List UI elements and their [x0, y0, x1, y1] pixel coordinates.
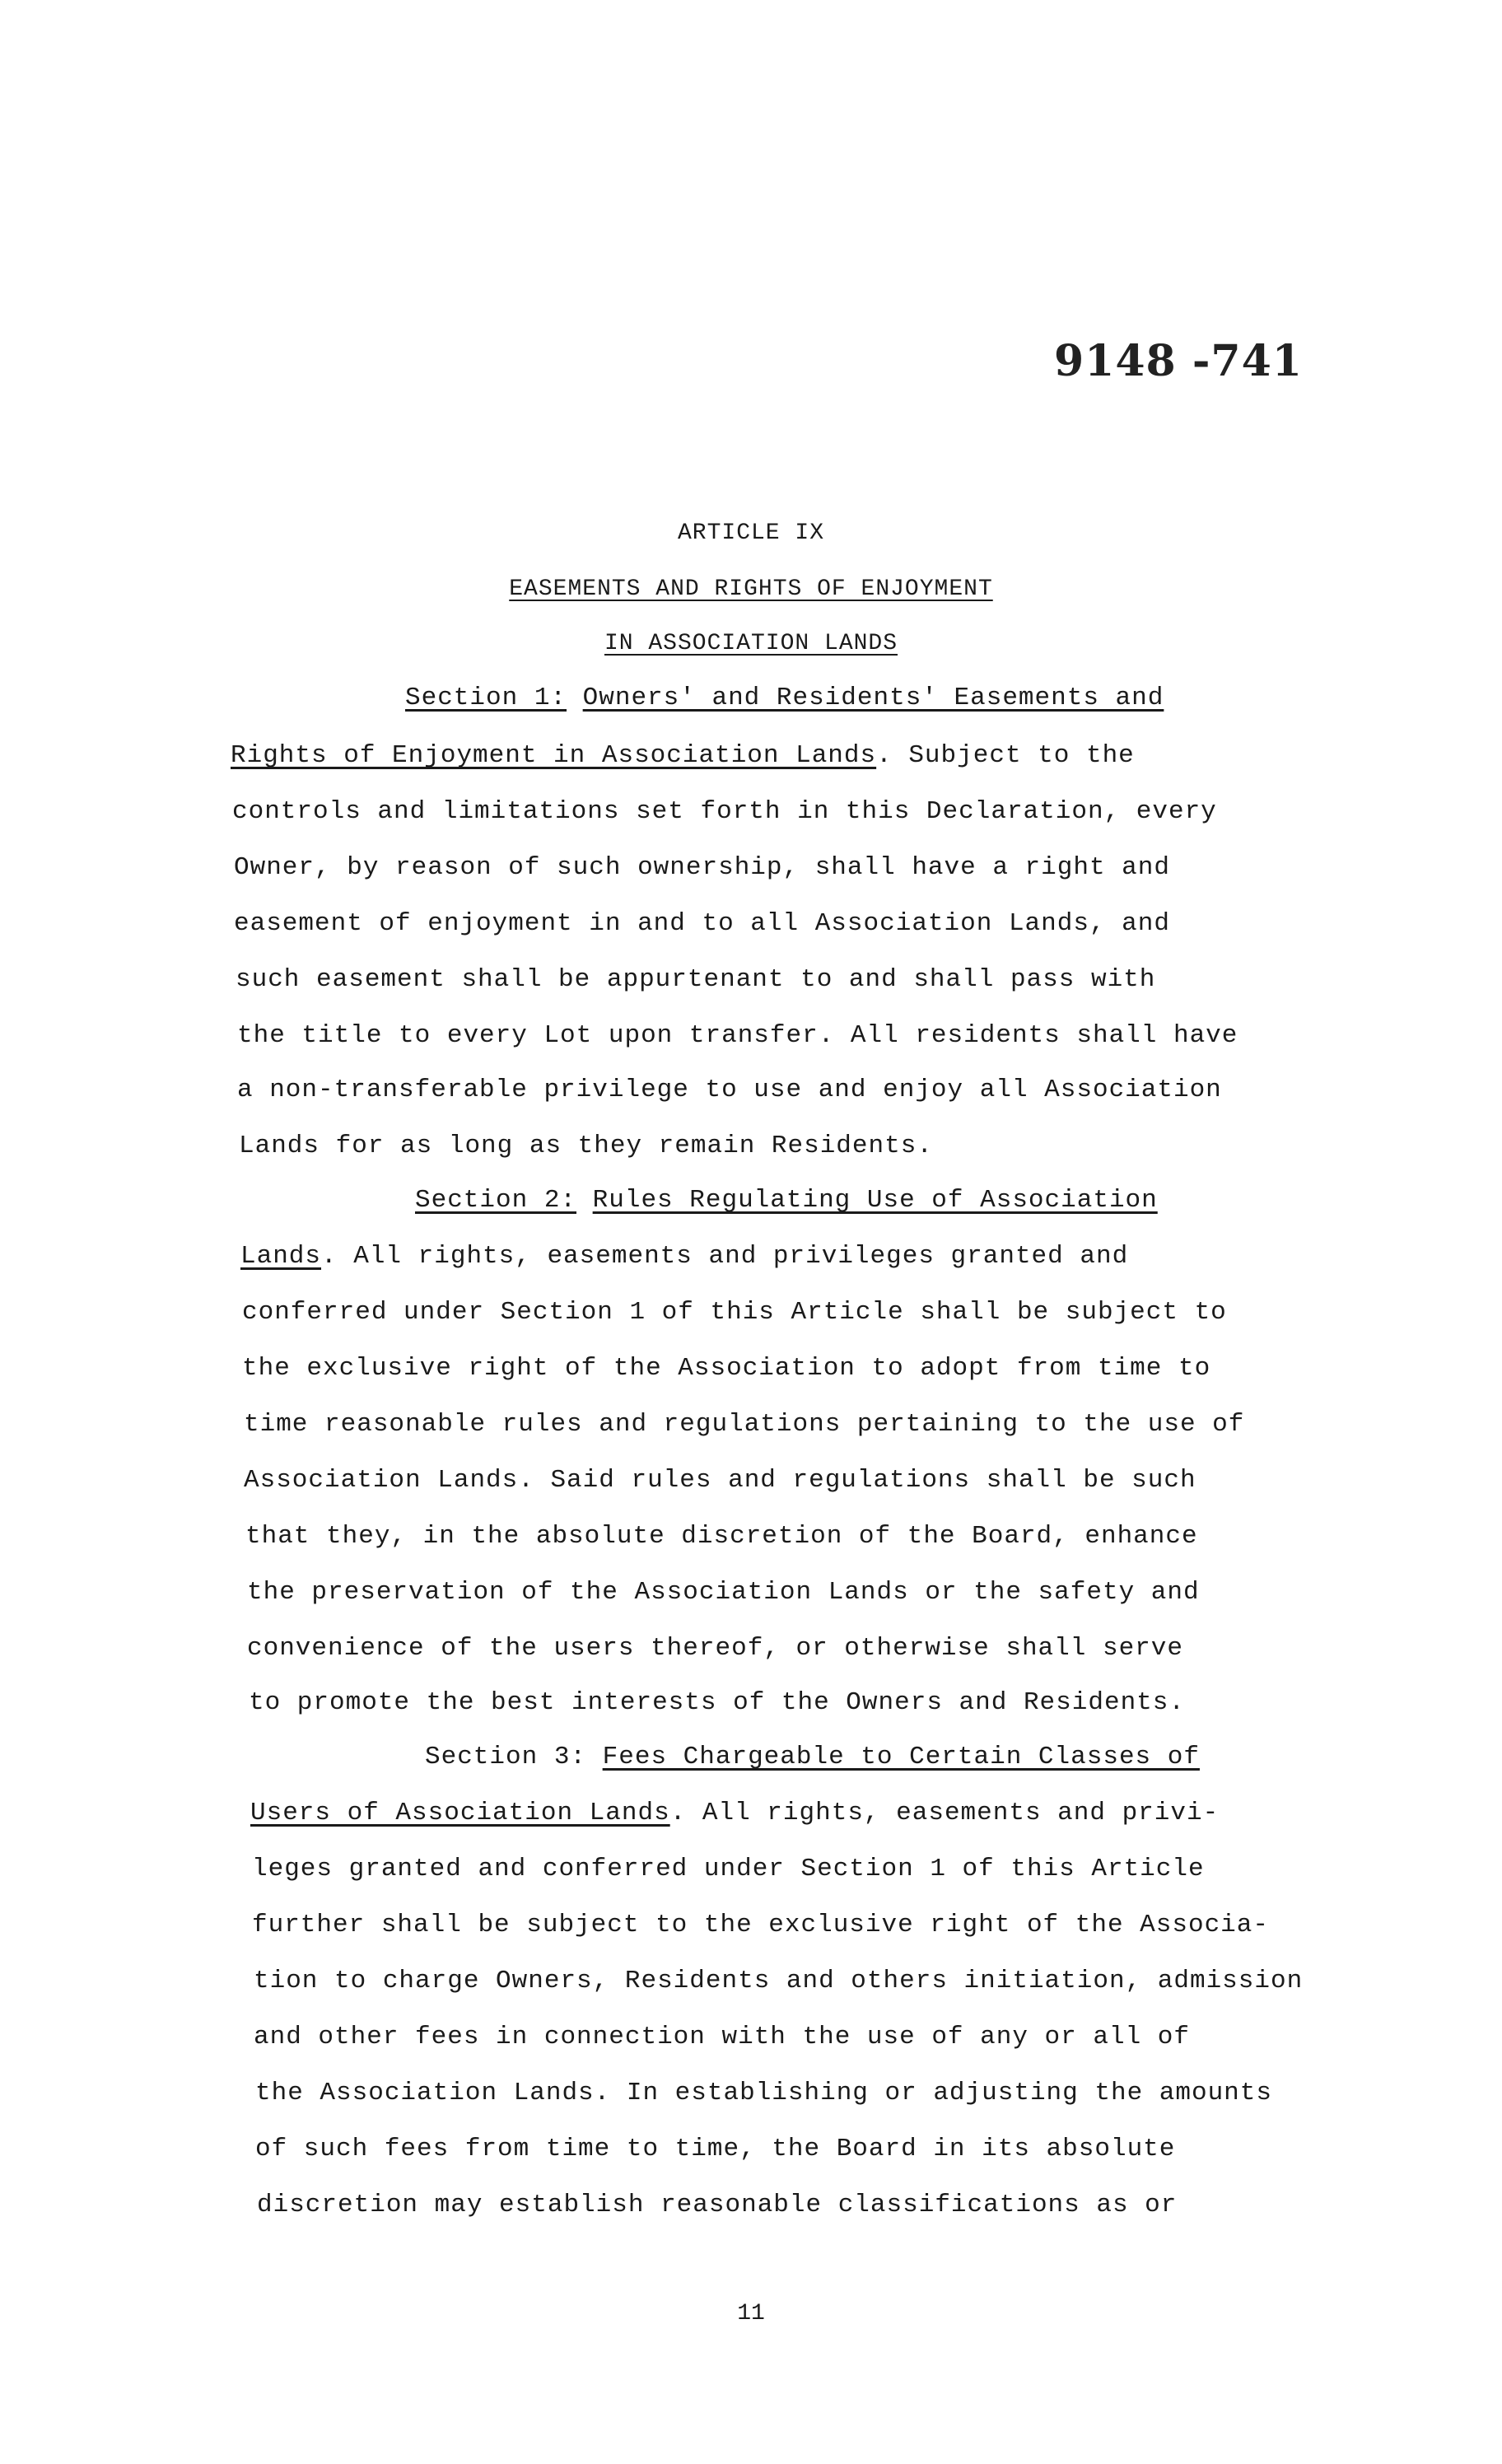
- section-3-title-part-2: Users of Association Lands: [250, 1799, 670, 1827]
- section-1-body-line: easement of enjoyment in and to all Association Lands, and: [234, 909, 1170, 938]
- section-1-body-line: such easement shall be appurtenant to and shall pass with: [236, 965, 1156, 994]
- section-1-body-line: Lands for as long as they remain Residents.: [239, 1132, 933, 1160]
- section-2-label: Section 2:: [415, 1186, 577, 1215]
- section-1-heading: [405, 684, 1164, 712]
- section-3-body-line: the Association Lands. In establishing or adjusting the amounts: [255, 2079, 1272, 2107]
- section-2-body-line: time reasonable rules and regulations pertaining to the use of: [244, 1410, 1245, 1439]
- section-2-body-line: conferred under Section 1 of this Article shall be subject to: [242, 1298, 1227, 1327]
- section-3-body-line: of such fees from time to time, the Board in its absolute: [255, 2135, 1176, 2163]
- article-title: ARTICLE IX: [677, 520, 825, 546]
- section-2-body-line: convenience of the users thereof, or otherwise shall serve: [247, 1634, 1183, 1663]
- section-1-line-1: [231, 741, 1135, 770]
- section-1-title-part-2: Rights of Enjoyment in Association Lands: [231, 741, 877, 770]
- section-2-body-line: the exclusive right of the Association to adopt from time to: [242, 1354, 1211, 1383]
- section-2-body-line: Association Lands. Said rules and regulations shall be such: [244, 1466, 1196, 1495]
- section-1-body-line: the title to every Lot upon transfer. All residents shall have: [237, 1021, 1238, 1050]
- section-3-body-line: and other fees in connection with the use of any or all of: [254, 2023, 1190, 2051]
- section-3-body-line: tion to charge Owners, Residents and others initiation, admission: [254, 1967, 1304, 1995]
- section-3-body-line: discretion may establish reasonable classifications as or: [257, 2191, 1178, 2219]
- section-2-body-line: the preservation of the Association Lands or the safety and: [247, 1578, 1200, 1607]
- section-2-line-1-rest: . All rights, easements and privileges granted and: [321, 1242, 1129, 1271]
- section-1-body-line: a non-transferable privilege to use and enjoy all Association: [237, 1076, 1222, 1104]
- section-2-heading: [415, 1186, 1158, 1215]
- recording-stamp: 9148 -741: [1054, 336, 1303, 386]
- section-2-title-part-1: Rules Regulating Use of Association: [592, 1186, 1158, 1215]
- section-1-line-1-rest: . Subject to the: [876, 741, 1135, 770]
- section-2-body-line: that they, in the absolute discretion of the Board, enhance: [245, 1522, 1198, 1551]
- section-1-body-line: controls and limitations set forth in this Declaration, every: [232, 797, 1217, 826]
- section-3-line-1: [250, 1799, 1219, 1827]
- section-3-body-line: leges granted and conferred under Section 1 of this Article: [252, 1855, 1205, 1883]
- article-subtitle-line-1: EASEMENTS AND RIGHTS OF ENJOYMENT: [509, 576, 993, 602]
- section-1-body-line: Owner, by reason of such ownership, shall have a right and: [234, 853, 1170, 882]
- page-number: 11: [737, 2301, 765, 2326]
- section-3-line-1-rest: . All rights, easements and privi-: [669, 1799, 1220, 1827]
- section-3-body-line: further shall be subject to the exclusive right of the Associa-: [252, 1911, 1269, 1939]
- section-2-line-1: [240, 1242, 1128, 1271]
- section-3-heading: [425, 1743, 1200, 1771]
- section-1-label: Section 1:: [405, 684, 567, 712]
- section-1-title-part-1: Owners' and Residents' Easements and: [582, 684, 1164, 712]
- section-2-body-line: to promote the best interests of the Owners and Residents.: [249, 1688, 1185, 1717]
- section-2-title-part-2: Lands: [240, 1242, 322, 1271]
- section-3-label: Section 3:: [425, 1743, 587, 1771]
- section-3-title-part-1: Fees Chargeable to Certain Classes of: [602, 1743, 1200, 1771]
- article-subtitle-line-2: IN ASSOCIATION LANDS: [604, 631, 898, 656]
